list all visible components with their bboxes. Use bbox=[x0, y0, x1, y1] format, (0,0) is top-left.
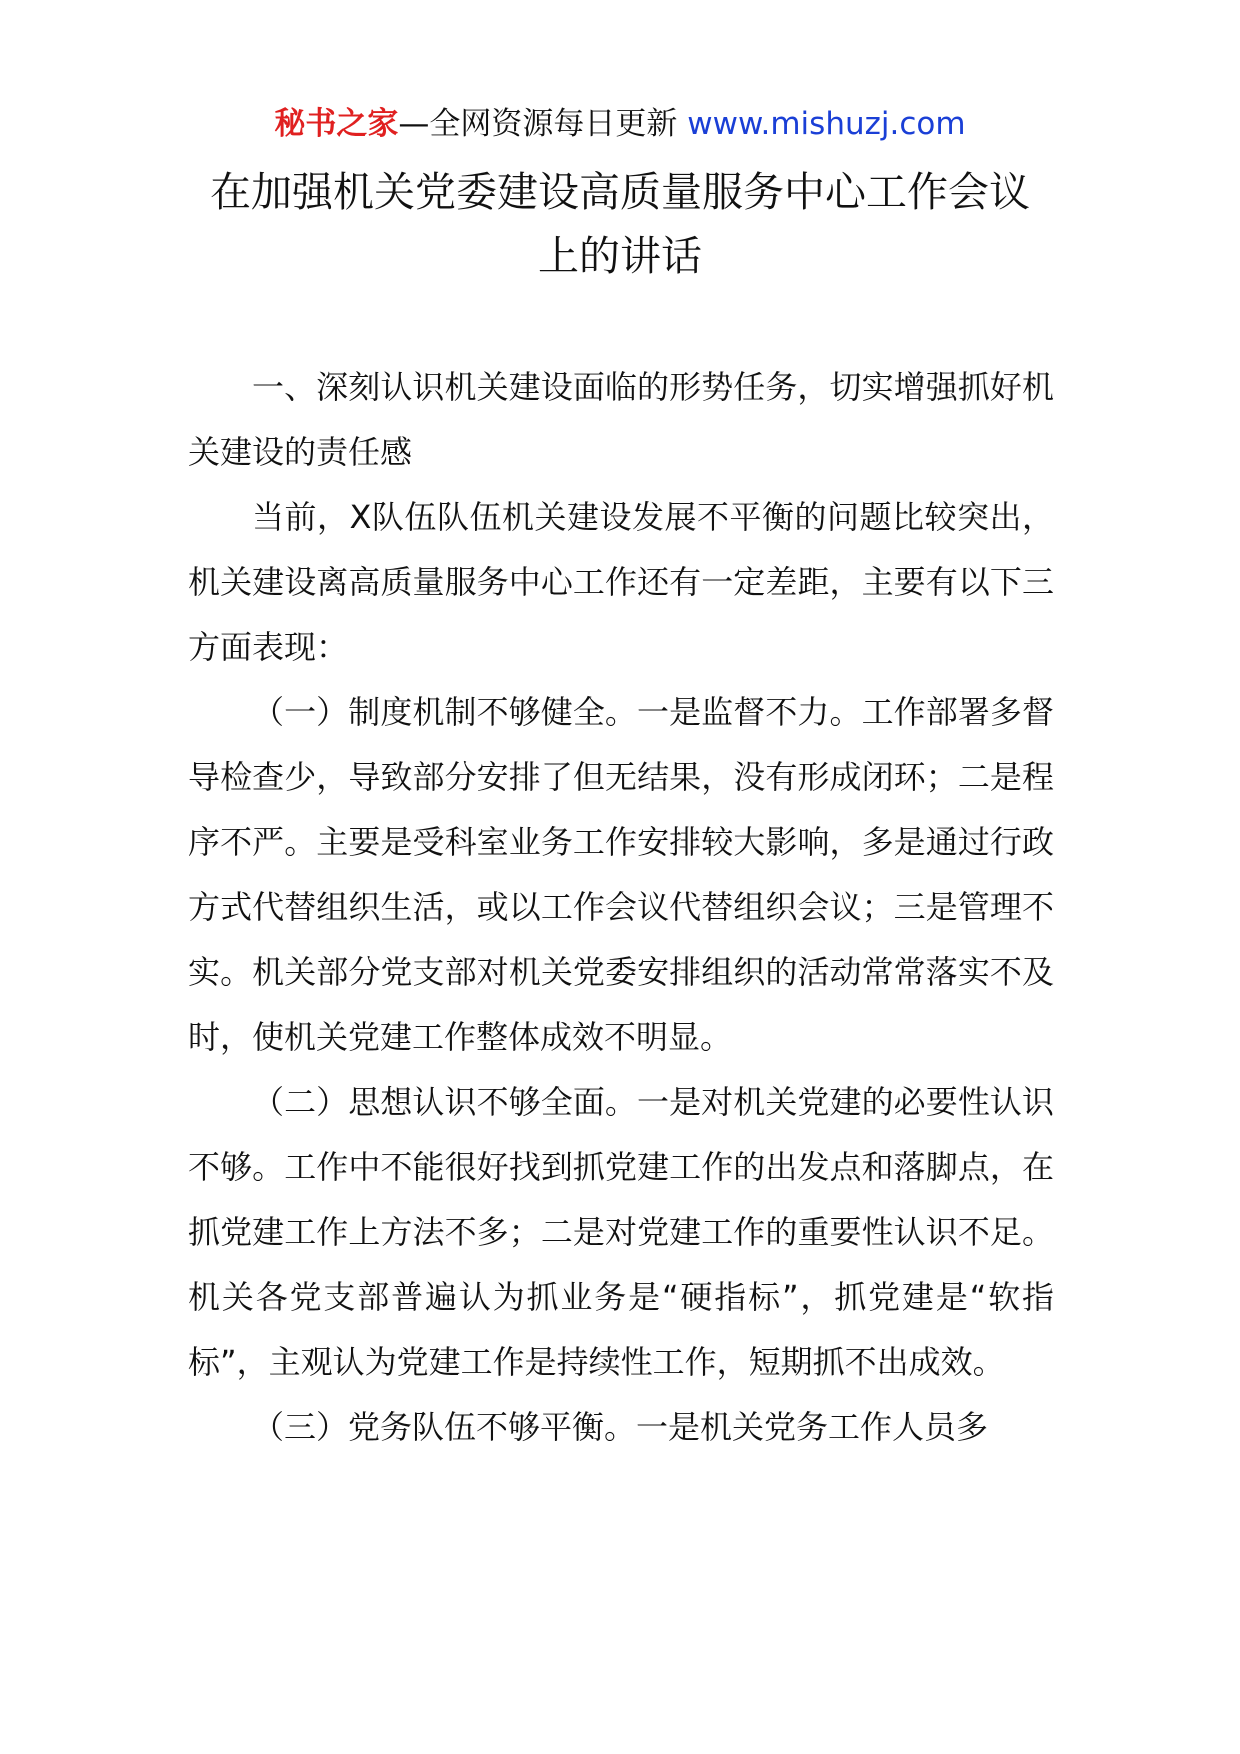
brand-name: 秘书之家 bbox=[274, 106, 399, 142]
paragraph-point-3: （三）党务队伍不够平衡。一是机关党务工作人员多 bbox=[252, 1408, 989, 1446]
document-title bbox=[150, 160, 1090, 288]
site-header bbox=[0, 102, 1240, 146]
title-line-2: 上的讲话 bbox=[538, 232, 702, 280]
document-body bbox=[188, 355, 1054, 1460]
header-tagline: —全网资源每日更新 bbox=[398, 106, 688, 142]
title-line-1: 在加强机关党委建设高质量服务中心工作会议 bbox=[210, 168, 1030, 216]
paragraph-intro: 当前，X队伍队伍机关建设发展不平衡的问题比较突出，机关建设离高质量服务中心工作还有一定差距，主要有以下三方面表现： bbox=[188, 498, 1054, 666]
paragraph-point-2: （二）思想认识不够全面。一是对机关党建的必要性认识不够。工作中不能很好找到抓党建工作的出发点和落脚点，在抓党建工作上方法不多；二是对党建工作的重要性认识不足。机关各党支部普遍认为抓业务是“硬指标”，抓党建是“软指标”，主观认为党建工作是持续性工作，短期抓不出成效。 bbox=[188, 1083, 1054, 1381]
section-heading-1: 一、深刻认识机关建设面临的形势任务，切实增强抓好机关建设的责任感 bbox=[188, 368, 1054, 471]
paragraph-point-1: （一）制度机制不够健全。一是监督不力。工作部署多督导检查少，导致部分安排了但无结果，没有形成闭环；二是程序不严。主要是受科室业务工作安排较大影响，多是通过行政方式代替组织生活，或以工作会议代替组织会议；三是管理不实。机关部分党支部对机关党委安排组织的活动常常落实不及时，使机关党建工作整体成效不明显。 bbox=[188, 693, 1054, 1056]
site-link[interactable]: www.mishuzj.com bbox=[687, 106, 966, 142]
